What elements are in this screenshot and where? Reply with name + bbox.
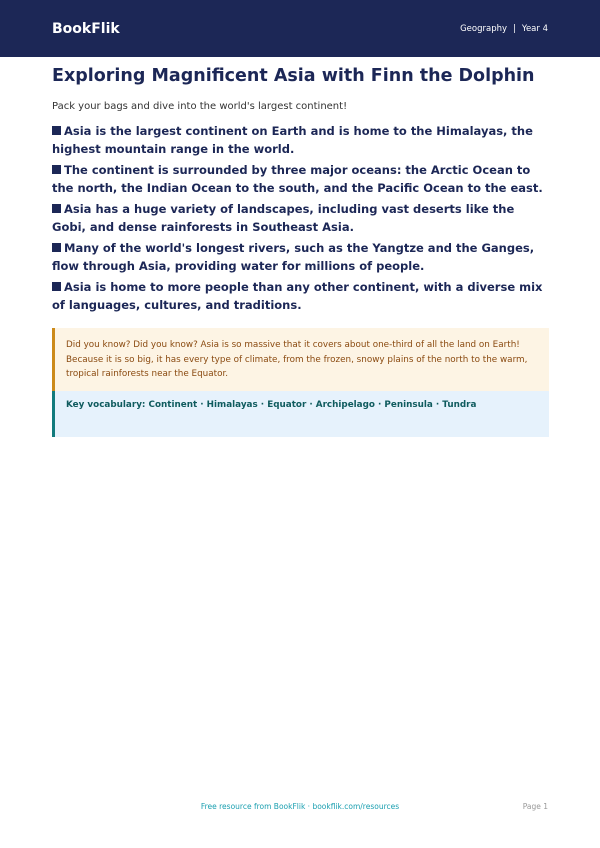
- list-item: [52, 162, 549, 197]
- year-label: Year 4: [521, 23, 548, 34]
- vocabulary-box: [52, 391, 549, 437]
- page-title: Exploring Magnificent Asia with Finn the Dolphin: [52, 66, 535, 86]
- square-bullet-icon: [52, 126, 61, 135]
- list-item: [52, 279, 549, 314]
- list-item-text: Many of the world's longest rivers, such as the Yangtze and the Ganges, flow through Asia, providing water for millions of people.: [52, 241, 535, 273]
- square-bullet-icon: [52, 204, 61, 213]
- list-item-text: Asia has a huge variety of landscapes, including vast deserts like the Gobi, and dense rainforests in Southeast Asia.: [52, 202, 515, 234]
- list-item: [52, 240, 549, 275]
- square-bullet-icon: [52, 243, 61, 252]
- did-you-know-text: Did you know? Did you know? Asia is so massive that it covers about one-third of all the land on Earth! Because it is so big, it has every type of climate, from the frozen, snowy plains of the north to the warm, tropical rainforests near the Equator.: [66, 340, 528, 379]
- square-bullet-icon: [52, 282, 61, 291]
- page-subtitle: Pack your bags and dive into the world's largest continent!: [52, 101, 348, 112]
- footer-link[interactable]: Free resource from BookFlik · bookflik.com/resources: [200, 802, 400, 811]
- list-item-text: Asia is the largest continent on Earth and is home to the Himalayas, the highest mountain range in the world.: [52, 124, 533, 156]
- fact-list: [52, 123, 549, 314]
- meta-separator: |: [513, 23, 516, 34]
- subject-meta: [460, 24, 548, 34]
- list-item: [52, 201, 549, 236]
- subject-label: Geography: [460, 23, 508, 34]
- list-item: [52, 123, 549, 158]
- list-item-text: The continent is surrounded by three major oceans: the Arctic Ocean to the north, the Indian Ocean to the south, and the Pacific Ocean to the east.: [52, 163, 543, 195]
- vocabulary-text: Key vocabulary: Continent · Himalayas · Equator · Archipelago · Peninsula · Tundra: [66, 399, 477, 410]
- brand-logo[interactable]: BookFlik: [52, 20, 120, 37]
- page-header: [0, 0, 600, 57]
- did-you-know-box: [52, 328, 549, 391]
- page-number: Page 1: [522, 802, 548, 811]
- list-item-text: Asia is home to more people than any other continent, with a diverse mix of languages, cultures, and traditions.: [52, 280, 543, 312]
- main-content: [52, 64, 549, 437]
- square-bullet-icon: [52, 165, 61, 174]
